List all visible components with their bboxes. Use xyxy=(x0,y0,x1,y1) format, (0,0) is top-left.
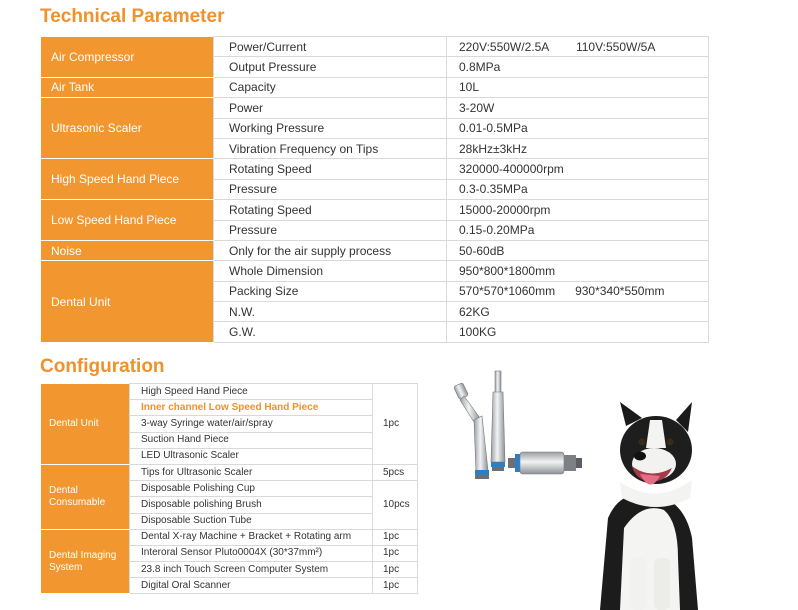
table-row xyxy=(42,261,709,281)
technical-parameter-table xyxy=(41,36,709,343)
parameter-name: G.W. xyxy=(214,322,447,342)
parameter-name: Only for the air supply process xyxy=(214,240,447,260)
category-cell: Dental Consumable xyxy=(42,464,130,529)
category-cell: Ultrasonic Scaler xyxy=(42,98,214,159)
category-cell: Low Speed Hand Piece xyxy=(42,200,214,241)
parameter-name: N.W. xyxy=(214,302,447,322)
parameter-name: Vibration Frequency on Tips xyxy=(214,138,447,158)
category-cell: Dental Imaging System xyxy=(42,529,130,594)
config-item: Inner channel Low Speed Hand Piece xyxy=(130,400,373,416)
config-item: High Speed Hand Piece xyxy=(130,384,373,400)
parameter-name: Working Pressure xyxy=(214,118,447,138)
config-item: 23.8 inch Touch Screen Computer System xyxy=(130,562,373,578)
parameter-name: Output Pressure xyxy=(214,57,447,77)
parameter-value: 100KG xyxy=(447,322,709,342)
parameter-name: Packing Size xyxy=(214,281,447,301)
parameter-value: 0.3-0.35MPa xyxy=(447,179,709,199)
configuration-table xyxy=(41,383,418,594)
category-cell: Dental Unit xyxy=(42,384,130,465)
parameter-name: Rotating Speed xyxy=(214,200,447,220)
parameter-value: 15000-20000rpm xyxy=(447,200,709,220)
category-cell: High Speed Hand Piece xyxy=(42,159,214,200)
parameter-name: Rotating Speed xyxy=(214,159,447,179)
config-item: LED Ultrasonic Scaler xyxy=(130,448,373,464)
contra-angle-handpiece xyxy=(454,383,489,479)
dental-handpieces-photo xyxy=(448,366,588,486)
config-item: Suction Hand Piece xyxy=(130,432,373,448)
quantity-cell: 1pc xyxy=(373,384,418,465)
table-row xyxy=(42,384,418,400)
category-cell: Dental Unit xyxy=(42,261,214,343)
parameter-value: 3-20W xyxy=(447,98,709,118)
category-cell: Air Compressor xyxy=(42,37,214,78)
parameter-value: 0.01-0.5MPa xyxy=(447,118,709,138)
parameter-name: Whole Dimension xyxy=(214,261,447,281)
technical-parameter-title: Technical Parameter xyxy=(40,6,225,27)
table-row xyxy=(42,464,418,480)
config-item: Disposable Suction Tube xyxy=(130,513,373,529)
parameter-name: Capacity xyxy=(214,77,447,97)
table-row xyxy=(42,159,709,179)
config-item: Disposable Polishing Cup xyxy=(130,481,373,497)
parameter-value: 0.15-0.20MPa xyxy=(447,220,709,240)
table-row xyxy=(42,529,418,545)
quantity-cell: 1pc xyxy=(373,545,418,561)
table-row xyxy=(42,77,709,97)
config-item: Interoral Sensor Pluto0004X (30*37mm²) xyxy=(130,545,373,561)
table-row xyxy=(42,200,709,220)
parameter-name: Power xyxy=(214,98,447,118)
category-cell: Noise xyxy=(42,240,214,260)
quantity-cell: 10pcs xyxy=(373,481,418,530)
category-cell: Air Tank xyxy=(42,77,214,97)
configuration-title: Configuration xyxy=(40,356,165,377)
straight-handpiece xyxy=(491,371,505,471)
low-speed-motor xyxy=(508,452,582,474)
quantity-cell: 1pc xyxy=(373,529,418,545)
config-item: Digital Oral Scanner xyxy=(130,578,373,594)
config-item: Disposable polishing Brush xyxy=(130,497,373,513)
quantity-cell: 5pcs xyxy=(373,464,418,480)
parameter-value: 62KG xyxy=(447,302,709,322)
parameter-value: 220V:550W/2.5A 110V:550W/5A xyxy=(447,37,709,57)
table-row xyxy=(42,240,709,260)
table-row xyxy=(42,37,709,57)
parameter-value: 28kHz±3kHz xyxy=(447,138,709,158)
quantity-cell: 1pc xyxy=(373,578,418,594)
parameter-value: 320000-400000rpm xyxy=(447,159,709,179)
quantity-cell: 1pc xyxy=(373,562,418,578)
config-item: Dental X-ray Machine + Bracket + Rotating arm xyxy=(130,529,373,545)
parameter-value: 950*800*1800mm xyxy=(447,261,709,281)
parameter-name: Pressure xyxy=(214,220,447,240)
parameter-name: Pressure xyxy=(214,179,447,199)
parameter-value: 0.8MPa xyxy=(447,57,709,77)
parameter-value: 570*570*1060mm 930*340*550mm xyxy=(447,281,709,301)
parameter-name: Power/Current xyxy=(214,37,447,57)
border-collie-dog-photo xyxy=(580,398,720,610)
parameter-value: 50-60dB xyxy=(447,240,709,260)
parameter-value: 10L xyxy=(447,77,709,97)
config-item: Tips for Ultrasonic Scaler xyxy=(130,464,373,480)
config-item: 3-way Syringe water/air/spray xyxy=(130,416,373,432)
table-row xyxy=(42,98,709,118)
